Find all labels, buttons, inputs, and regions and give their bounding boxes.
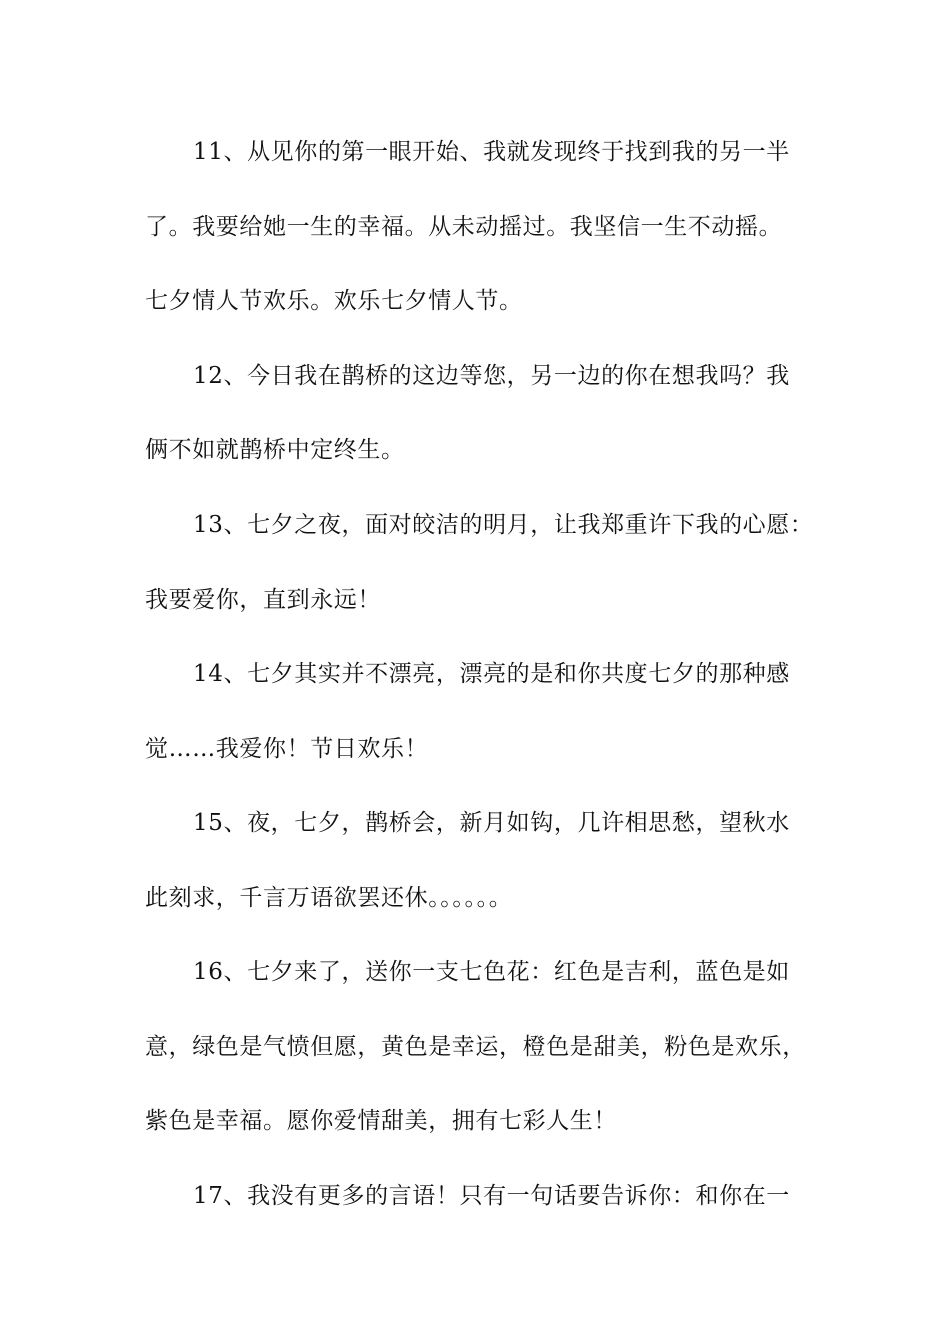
paragraph-16-line-3: 紫色是幸福。愿你爱情甜美，拥有七彩人生！: [145, 1108, 617, 1134]
paragraph-11-line-1: 11、从见你的第一眼开始、我就发现终于找到我的另一半: [193, 139, 790, 165]
paragraph-16-line-1: 16、七夕来了，送你一支七色花：红色是吉利，蓝色是如: [193, 959, 790, 985]
paragraph-15-line-1: 15、夜，七夕，鹊桥会，新月如钩，几许相思愁，望秋水: [193, 810, 790, 836]
paragraph-16-line-2: 意，绿色是气愤但愿，黄色是幸运，橙色是甜美，粉色是欢乐，: [145, 1034, 806, 1060]
paragraph-12-line-2: 俩不如就鹊桥中定终生。: [145, 437, 405, 463]
paragraph-12-line-1: 12、今日我在鹊桥的这边等您，另一边的你在想我吗？我: [193, 363, 790, 389]
paragraph-14-line-2: 觉……我爱你！节日欢乐！: [145, 736, 429, 762]
paragraph-11-line-3: 七夕情人节欢乐。欢乐七夕情人节。: [145, 288, 523, 314]
paragraph-11-line-2: 了。我要给她一生的幸福。从未动摇过。我坚信一生不动摇。: [145, 214, 783, 240]
paragraph-14-line-1: 14、七夕其实并不漂亮，漂亮的是和你共度七夕的那种感: [193, 661, 790, 687]
paragraph-13-line-1: 13、七夕之夜，面对皎洁的明月，让我郑重许下我的心愿：: [193, 512, 814, 538]
paragraph-15-line-2: 此刻求，千言万语欲罢还休。。。。。。: [145, 885, 513, 911]
paragraph-13-line-2: 我要爱你，直到永远！: [145, 587, 381, 613]
paragraph-17-line-1: 17、我没有更多的言语！只有一句话要告诉你：和你在一: [193, 1183, 790, 1209]
